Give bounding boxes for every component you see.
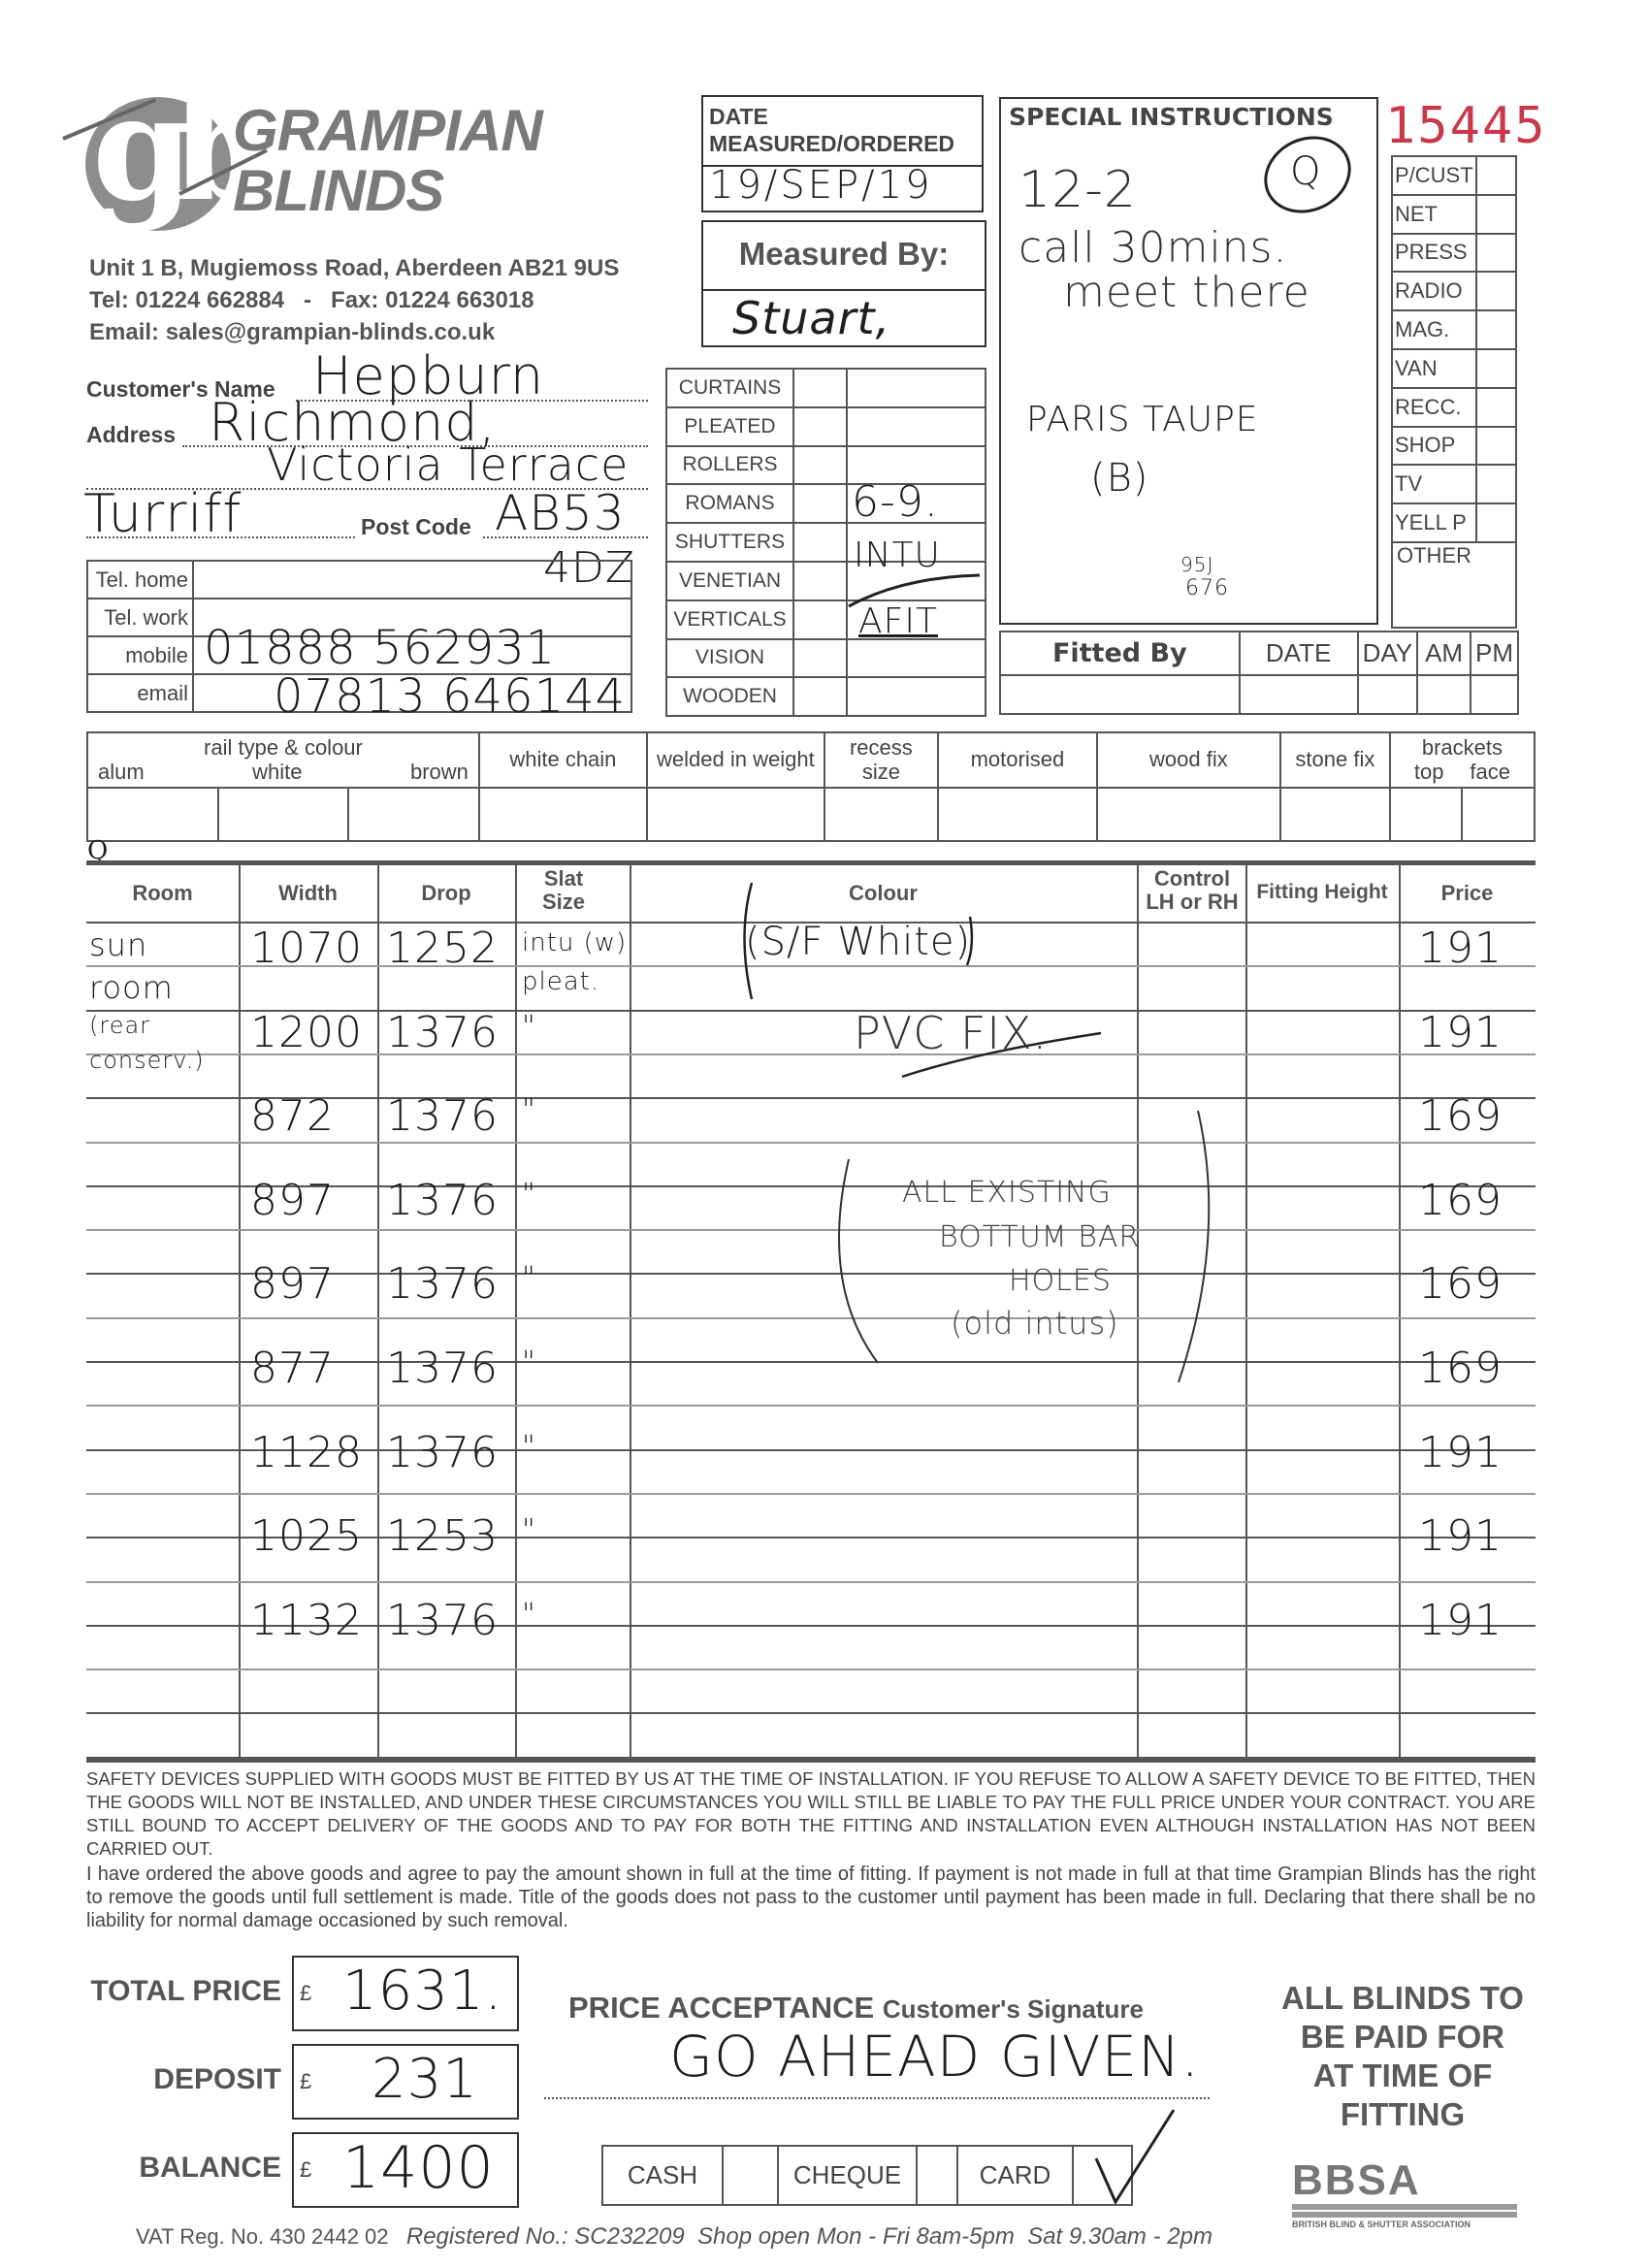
- slat-cell: ": [522, 1429, 536, 1464]
- header-drop: Drop: [421, 881, 471, 905]
- slat-cell: ": [522, 1009, 536, 1044]
- room-cell: sun room: [89, 926, 174, 1006]
- row-divider: [86, 1405, 1536, 1407]
- circled-mark: Q: [1290, 149, 1322, 194]
- date-box: [701, 95, 984, 212]
- source-item-label: NET: [1392, 195, 1476, 234]
- email-label: email: [87, 674, 193, 712]
- order-number: 15445: [1385, 97, 1547, 155]
- source-checkbox[interactable]: [1476, 272, 1516, 310]
- width-cell: 897: [250, 1259, 335, 1310]
- fitted-pm-label: PM: [1471, 632, 1518, 675]
- width-cell: 877: [250, 1344, 335, 1393]
- header-price: Price: [1440, 881, 1494, 905]
- header-width: Width: [278, 881, 338, 905]
- stone-fix-label: stone fix: [1280, 732, 1390, 788]
- drop-cell: 1376: [386, 1427, 499, 1477]
- tel-home-label: Tel. home: [87, 561, 193, 599]
- slat-cell: ": [522, 1261, 536, 1296]
- header-control: Control LH or RH: [1146, 866, 1239, 914]
- welded-label: welded in weight: [647, 732, 824, 788]
- product-type-label: ROLLERS: [666, 446, 793, 485]
- width-cell: 1128: [250, 1427, 363, 1477]
- width-cell: 1200: [250, 1007, 363, 1057]
- source-item-label: MAG.: [1392, 310, 1476, 349]
- balance-label: BALANCE: [139, 2152, 281, 2184]
- source-checkbox[interactable]: [1476, 156, 1516, 195]
- price-cell: 191: [1418, 1511, 1503, 1562]
- face-label: face: [1470, 759, 1510, 784]
- row-divider: [86, 1581, 1536, 1583]
- customer-signature[interactable]: GO AHEAD GIVEN.: [669, 2024, 1200, 2090]
- source-checkbox[interactable]: [1476, 234, 1516, 273]
- column-divider: [239, 860, 241, 1757]
- date-label: DATE MEASURED/ORDERED: [709, 104, 955, 156]
- source-checkbox[interactable]: [1476, 310, 1516, 349]
- source-checkbox[interactable]: [1476, 465, 1516, 503]
- header-room: Room: [132, 881, 193, 905]
- product-type-label: VENETIAN: [666, 562, 793, 600]
- verticals-note[interactable]: AFIT: [858, 601, 938, 641]
- width-cell: 1132: [250, 1595, 363, 1645]
- white-label: white: [252, 759, 303, 784]
- bbsa-logo: [1292, 2156, 1517, 2229]
- price-cell: 169: [1418, 1344, 1503, 1393]
- price-cell: 169: [1418, 1175, 1503, 1225]
- deposit-value: 231: [372, 2048, 478, 2111]
- drop-cell: 1376: [386, 1344, 499, 1393]
- payment-terms: I have ordered the above goods and agree to pay the amount shown in full at the time of fitting. If payment is not made in full at that time Grampian Blinds has the right to remove the goods until full settlement is made. Title of the goods does not pass to the customer until payment has been made in full. Declaring that there shall be no liability for normal damage occasioned by such removal.: [86, 1863, 1536, 1931]
- cheque-label: CHEQUE: [778, 2146, 917, 2205]
- fitted-am-field[interactable]: [1417, 675, 1471, 714]
- product-type-checkbox[interactable]: [793, 562, 847, 600]
- measured-by-box: [701, 220, 986, 347]
- slat-cell: ": [522, 1597, 536, 1632]
- source-item-label: VAN: [1392, 349, 1476, 388]
- source-table: [1391, 155, 1517, 629]
- rail-type-label: rail type & colour: [204, 735, 363, 761]
- measured-by-value[interactable]: Stuart,: [732, 292, 891, 344]
- tel-home-field[interactable]: [193, 561, 631, 599]
- product-type-checkbox[interactable]: [793, 523, 847, 562]
- deposit-label: DEPOSIT: [153, 2063, 281, 2095]
- special-instructions-box: [999, 97, 1378, 625]
- column-divider: [1245, 860, 1247, 1757]
- company-address: Unit 1 B, Mugiemoss Road, Aberdeen AB21 9US: [89, 255, 620, 281]
- width-cell: 897: [250, 1175, 335, 1225]
- drop-cell: 1376: [386, 1175, 499, 1225]
- balance-box[interactable]: [292, 2132, 519, 2208]
- notice-line: ALL BLINDS TO: [1281, 1980, 1524, 2016]
- total-price-value: 1631.: [342, 1960, 503, 2023]
- header-colour: Colour: [849, 881, 918, 905]
- fitted-date-label: DATE: [1240, 632, 1358, 675]
- column-divider: [630, 860, 631, 1757]
- price-cell: 191: [1418, 1427, 1503, 1477]
- product-type-checkbox[interactable]: [793, 677, 847, 716]
- width-cell: 872: [250, 1091, 335, 1142]
- currency-symbol: £: [300, 2069, 312, 2093]
- source-checkbox[interactable]: [1476, 195, 1516, 234]
- safety-notice: SAFETY DEVICES SUPPLIED WITH GOODS MUST BE FITTED BY US AT THE TIME OF INSTALLATION. IF YOU REFUSE TO ALLOW A SAFETY DEVICE TO BE FITTED, THEN THE GOODS WILL NOT BE INSTALLED, AND UNDER THESE CIRCUMSTANCES YOU WILL STILL BE LIABLE TO PAY THE FULL PRICE UNDER YOUR CONTRACT. YOU ARE STILL BOUND TO ACCEPT DELIVERY OF THE GOODS AND TO PAY FOR BOTH THE FITTING AND INSTALLATION EVEN ALTHOUGH INSTALLATION HAS NOT BEEN CARRIED OUT.: [86, 1768, 1536, 1859]
- stone-fix-field[interactable]: [1280, 788, 1390, 841]
- slat-cell: ": [522, 1345, 536, 1379]
- deposit-box[interactable]: [292, 2044, 519, 2120]
- note-code-1[interactable]: 95J: [1180, 553, 1214, 576]
- product-type-checkbox[interactable]: [793, 369, 847, 407]
- postcode-label: Post Code: [361, 514, 471, 539]
- product-type-label: PLEATED: [666, 407, 793, 446]
- width-cell: 1025: [250, 1511, 363, 1562]
- recess-label: recess size: [824, 732, 938, 788]
- source-item-label: TV: [1392, 465, 1476, 503]
- column-divider: [515, 860, 517, 1757]
- row-divider: [86, 1669, 1536, 1670]
- slat-cell: ": [522, 1177, 536, 1212]
- special-instructions-label: SPECIAL INSTRUCTIONS: [1009, 103, 1334, 131]
- cheque-checkbox[interactable]: [917, 2146, 957, 2205]
- customer-name[interactable]: Hepburn: [312, 345, 545, 406]
- top-label: top: [1413, 759, 1444, 784]
- white-chain-field[interactable]: [479, 788, 647, 841]
- welded-field[interactable]: [647, 788, 824, 841]
- source-item-label: YELL P: [1392, 503, 1476, 542]
- brown-field[interactable]: [348, 788, 479, 841]
- product-type-label: VERTICALS: [666, 600, 793, 639]
- header-slat: Slat Size: [541, 866, 586, 914]
- brackets-label: brackets: [1421, 735, 1504, 761]
- note-code-2[interactable]: 676: [1185, 576, 1229, 600]
- note-b[interactable]: (B): [1090, 456, 1149, 501]
- source-checkbox[interactable]: [1476, 427, 1516, 466]
- footer: [136, 2223, 1212, 2251]
- currency-symbol: £: [300, 2157, 312, 2182]
- card-label: CARD: [957, 2146, 1073, 2205]
- width-cell: 1070: [250, 923, 363, 973]
- fitted-by-label: Fitted By: [1000, 632, 1240, 675]
- balance-value: 1400: [342, 2134, 495, 2202]
- drop-cell: 1252: [386, 923, 499, 973]
- registered-info: Registered No.: SC232209 Shop open Mon - Fri 8am-5pm Sat 9.30am - 2pm: [405, 2223, 1212, 2250]
- holes-note-4[interactable]: (old intus): [951, 1305, 1119, 1342]
- slat-cell: ": [522, 1093, 536, 1128]
- product-type-checkbox[interactable]: [793, 639, 847, 678]
- signature-label: Customer's Signature: [882, 1994, 1144, 2024]
- bbsa-caption: BRITISH BLIND & SHUTTER ASSOCIATION: [1292, 2219, 1471, 2229]
- address-line-3[interactable]: Turriff: [83, 483, 242, 544]
- payment-method-table: [601, 2145, 1133, 2206]
- price-acceptance: [568, 1991, 1144, 2025]
- company-email[interactable]: Email: sales@grampian-blinds.co.uk: [89, 319, 496, 345]
- postcode-part-2[interactable]: 4DZ: [543, 543, 636, 593]
- column-divider: [1399, 860, 1401, 1757]
- holes-note-1[interactable]: ALL EXISTING: [902, 1176, 1112, 1210]
- product-type-note[interactable]: [847, 677, 986, 716]
- logo-name-2: BLINDS: [233, 158, 444, 223]
- staple-icon: [58, 92, 272, 199]
- bracket-top-field[interactable]: [1390, 788, 1463, 841]
- slat-cell: intu (w) pleat.: [522, 928, 628, 996]
- row-divider: [86, 1757, 1536, 1763]
- fitted-day-field[interactable]: [1358, 675, 1418, 714]
- note-call[interactable]: call 30mins.: [1018, 223, 1288, 273]
- product-type-label: SHUTTERS: [666, 523, 793, 562]
- room-cell: (rear conserv.): [89, 1011, 205, 1074]
- wood-fix-label: wood fix: [1097, 732, 1280, 788]
- cash-label: CASH: [602, 2146, 723, 2205]
- drop-cell: 1376: [386, 1007, 499, 1057]
- motorised-label: motorised: [938, 732, 1097, 788]
- product-type-label: CURTAINS: [666, 369, 793, 407]
- source-item-label: P/CUST: [1392, 156, 1476, 195]
- date-value[interactable]: 19/SEP/19: [709, 163, 933, 208]
- source-item-label: SHOP: [1392, 427, 1476, 466]
- source-checkbox[interactable]: [1476, 388, 1516, 427]
- address-line-2[interactable]: Victoria Terrace: [267, 438, 630, 491]
- logo-name-1: GRAMPIAN: [233, 98, 542, 163]
- notice-line: AT TIME OF: [1312, 2057, 1493, 2093]
- fitted-am-label: AM: [1417, 632, 1471, 675]
- product-type-label: WOODEN: [666, 677, 793, 716]
- product-type-checkbox[interactable]: [793, 600, 847, 639]
- customer-name-label: Customer's Name: [86, 376, 275, 402]
- drop-cell: 1376: [386, 1091, 499, 1142]
- fitted-day-label: DAY: [1358, 632, 1418, 675]
- product-type-note[interactable]: [847, 369, 986, 407]
- white-chain-label: white chain: [479, 732, 647, 788]
- price-cell: 191: [1418, 923, 1503, 973]
- recess-field[interactable]: [824, 788, 938, 841]
- header-fitting-height: Fitting Height: [1256, 881, 1388, 903]
- vat-number: VAT Reg. No. 430 2442 02: [136, 2224, 389, 2249]
- cash-checkbox[interactable]: [723, 2146, 778, 2205]
- checkmark-icon: [1091, 2105, 1188, 2212]
- alum-field[interactable]: [87, 788, 218, 841]
- price-cell: 191: [1418, 1595, 1503, 1645]
- logo-letters: gb: [92, 63, 253, 234]
- notice-line: FITTING: [1340, 2096, 1466, 2132]
- total-price-label: TOTAL PRICE: [90, 1975, 281, 2007]
- note-colour[interactable]: PARIS TAUPE: [1026, 400, 1259, 439]
- bbsa-logo-text: BBSA: [1292, 2156, 1421, 2204]
- product-type-checkbox[interactable]: [793, 446, 847, 485]
- drop-cell: 1253: [386, 1511, 499, 1562]
- tel-work-label: Tel. work: [87, 599, 193, 636]
- row-divider: [86, 1712, 1536, 1714]
- pvc-fix-note[interactable]: PVC FIX.: [854, 1007, 1049, 1059]
- product-type-checkbox[interactable]: [793, 484, 847, 523]
- source-item-label: PRESS: [1392, 234, 1476, 273]
- source-checkbox[interactable]: [1476, 349, 1516, 388]
- postcode-part-1[interactable]: AB53: [495, 485, 626, 541]
- brown-label: brown: [409, 759, 469, 784]
- options-table: [86, 731, 1536, 842]
- measured-by-label: Measured By:: [738, 236, 950, 272]
- shutters-note[interactable]: INTU: [854, 535, 941, 575]
- company-phones: Tel: 01224 662884 - Fax: 01224 663018: [89, 287, 534, 313]
- alum-label: alum: [98, 759, 145, 784]
- source-item-label: RECC.: [1392, 388, 1476, 427]
- fitted-by-table: [999, 631, 1519, 715]
- currency-symbol: £: [300, 1981, 312, 2005]
- product-type-note[interactable]: [847, 407, 986, 446]
- drop-cell: 1376: [386, 1595, 499, 1645]
- fitted-pm-field[interactable]: [1471, 675, 1518, 714]
- romans-note[interactable]: 6-9.: [852, 477, 939, 527]
- source-item-label: RADIO: [1392, 272, 1476, 310]
- slat-cell: ": [522, 1513, 536, 1548]
- fitted-date-field[interactable]: [1240, 675, 1358, 714]
- product-type-label: ROMANS: [666, 484, 793, 523]
- note-meet[interactable]: meet there: [1063, 268, 1310, 317]
- mobile-label: mobile: [87, 636, 193, 674]
- column-divider: [377, 860, 379, 1757]
- product-type-label: VISION: [666, 639, 793, 678]
- motorised-field[interactable]: [938, 788, 1097, 841]
- total-price-box[interactable]: [292, 1956, 519, 2031]
- fitted-by-field[interactable]: [1000, 675, 1240, 714]
- price-cell: 191: [1418, 1007, 1503, 1057]
- white-field[interactable]: [218, 788, 349, 841]
- price-cell: 169: [1418, 1259, 1503, 1310]
- source-item[interactable]: OTHER: [1392, 542, 1516, 628]
- colour-note[interactable]: (S/F White): [745, 920, 972, 964]
- source-checkbox[interactable]: [1476, 503, 1516, 542]
- holes-note-3[interactable]: HOLES: [1009, 1264, 1112, 1298]
- address-line-1[interactable]: Richmond,: [209, 392, 497, 453]
- mobile-value[interactable]: 01888 562931: [204, 621, 557, 675]
- product-type-note[interactable]: [847, 639, 986, 678]
- note-time[interactable]: 12-2: [1018, 161, 1138, 219]
- address-label: Address: [86, 422, 177, 447]
- wood-fix-field[interactable]: [1097, 788, 1280, 841]
- payment-notice: [1251, 1979, 1554, 2134]
- price-cell: 169: [1418, 1091, 1503, 1142]
- notice-line: BE PAID FOR: [1300, 2019, 1505, 2055]
- price-acceptance-label: PRICE ACCEPTANCE: [568, 1991, 875, 2025]
- holes-note-2[interactable]: BOTTUM BAR: [939, 1220, 1141, 1254]
- bracket-face-field[interactable]: [1462, 788, 1535, 841]
- table-mark: Q: [87, 836, 110, 865]
- row-divider: [86, 1493, 1536, 1495]
- email-value[interactable]: 07813 646144: [274, 669, 627, 724]
- product-type-checkbox[interactable]: [793, 407, 847, 446]
- drop-cell: 1376: [386, 1259, 499, 1310]
